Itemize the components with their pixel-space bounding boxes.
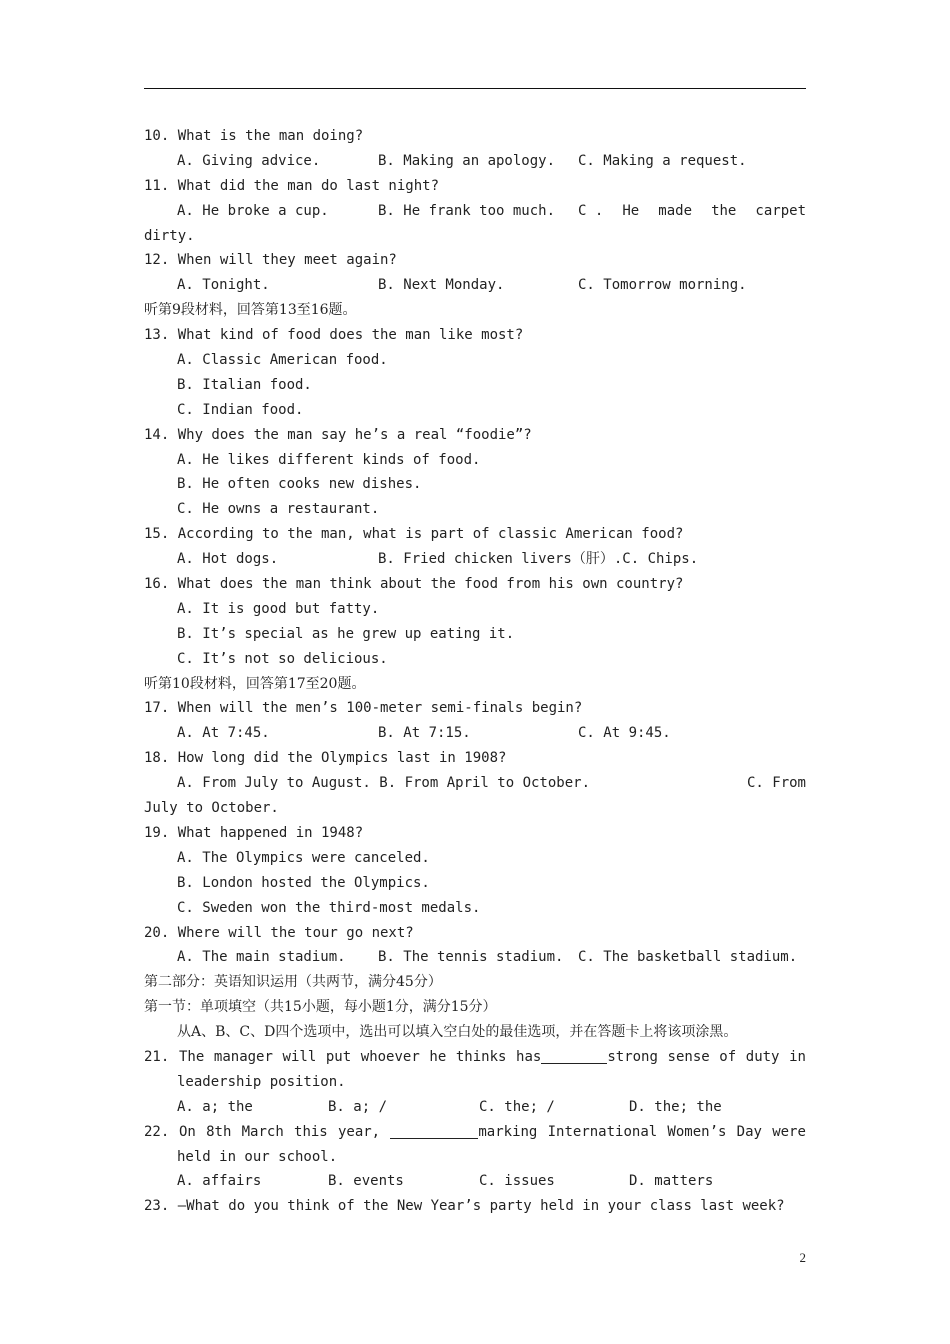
options-17	[144, 721, 806, 746]
options-12	[144, 273, 806, 298]
question-23	[144, 1194, 806, 1219]
option-d: D. matters	[629, 1173, 714, 1190]
option-c: C. Making a request.	[578, 152, 747, 169]
question-20	[144, 921, 806, 946]
option-b: B. Italian food.	[177, 376, 312, 393]
question-text: The manager will put whoever he thinks has strong sense of duty in	[179, 1048, 806, 1065]
options-20	[144, 945, 806, 970]
option-a: A. At 7:45.	[177, 725, 270, 742]
question-text-continued: leadership position.	[177, 1073, 346, 1090]
question-text: 16. What does the man think about the food from his own country?	[144, 576, 684, 593]
answer-blank	[541, 1047, 607, 1064]
option-c-continued: July to October.	[144, 800, 279, 817]
option-a: A. a; the	[177, 1098, 253, 1115]
options-15	[144, 547, 806, 572]
question-13	[144, 323, 806, 348]
question-19	[144, 821, 806, 846]
option-a: A. It is good but fatty.	[177, 600, 380, 617]
question-21	[144, 1045, 806, 1070]
option-c: C. Tomorrow morning.	[578, 277, 747, 294]
question-text: 14. Why does the man say he’s a real “foodie”?	[144, 426, 532, 443]
option-c: C. The basketball stadium.	[578, 949, 798, 966]
option-b: B. The tennis stadium.	[378, 949, 564, 966]
option-a: A. Giving advice.	[177, 152, 321, 169]
options-21	[144, 1095, 806, 1120]
option-a: A. Classic American food.	[177, 352, 388, 369]
answer-blank	[390, 1122, 478, 1139]
question-16	[144, 572, 806, 597]
option-c: C. the; /	[479, 1098, 555, 1115]
option-b-c: B. Fried chicken livers（肝）.C. Chips.	[378, 551, 699, 568]
question-22	[144, 1120, 806, 1145]
option-a: A. Hot dogs.	[177, 551, 279, 568]
option-b: B. a; /	[328, 1098, 388, 1115]
option-c: C. Sweden won the third-most medals.	[177, 899, 481, 916]
question-text: 11. What did the man do last night?	[144, 177, 440, 194]
option-c: C . He made the carpet	[578, 202, 806, 219]
question-text: 12. When will they meet again?	[144, 252, 397, 269]
option-a: A. He likes different kinds of food.	[177, 451, 481, 468]
question-17	[144, 696, 806, 721]
option-d: D. the; the	[629, 1098, 722, 1115]
question-12	[144, 248, 806, 273]
question-10	[144, 124, 806, 149]
question-number: 22.	[144, 1123, 170, 1140]
segment-9-instruction: 听第9段材料，回答第13至16题。	[144, 302, 357, 319]
option-c: C. From	[746, 775, 806, 792]
option-a: A. affairs	[177, 1173, 262, 1190]
section-1-heading: 第一节：单项填空（共15小题，每小题1分，满分15分）	[144, 999, 497, 1016]
part-2-heading: 第二部分：英语知识运用（共两节，满分45分）	[144, 974, 442, 991]
question-text: 15. According to the man, what is part of classic American food?	[144, 526, 684, 543]
section-instruction: 从A、B、C、D四个选项中，选出可以填入空白处的最佳选项，并在答题卡上将该项涂黑。	[177, 1024, 738, 1041]
option-b: B. He frank too much.	[378, 202, 556, 219]
option-b: B. Next Monday.	[378, 277, 505, 294]
options-22	[144, 1169, 806, 1194]
option-c-continued: dirty.	[144, 227, 195, 244]
question-text: On 8th March this year, marking International Women’s Day were	[179, 1123, 806, 1140]
option-b: B. Making an apology.	[378, 152, 556, 169]
option-c: C. Indian food.	[177, 401, 304, 418]
option-b: B. events	[328, 1173, 404, 1190]
option-b: B. He often cooks new dishes.	[177, 476, 422, 493]
header-rule	[144, 88, 806, 89]
option-c: C. issues	[479, 1173, 555, 1190]
question-text: 23. —What do you think of the New Year’s party held in your class last week?	[144, 1198, 785, 1215]
options-10	[144, 149, 806, 174]
question-text: 20. Where will the tour go next?	[144, 924, 414, 941]
option-b: B. At 7:15.	[378, 725, 471, 742]
question-text: 10. What is the man doing?	[144, 128, 364, 144]
option-a: A. The main stadium.	[177, 949, 346, 966]
option-a: A. He broke a cup.	[177, 202, 329, 219]
question-number: 21.	[144, 1048, 170, 1065]
options-18	[144, 771, 806, 796]
question-15	[144, 522, 806, 547]
option-c: C. He owns a restaurant.	[177, 501, 380, 518]
exam-page-content	[144, 124, 806, 1219]
option-c: C. It’s not so delicious.	[177, 650, 388, 667]
question-text: 17. When will the men’s 100-meter semi-finals begin?	[144, 700, 583, 717]
question-text: 19. What happened in 1948?	[144, 824, 364, 841]
question-text: 18. How long did the Olympics last in 1908?	[144, 750, 507, 767]
option-a: A. The Olympics were canceled.	[177, 849, 430, 866]
question-11	[144, 174, 806, 199]
question-14	[144, 423, 806, 448]
option-a: A. Tonight.	[177, 277, 270, 294]
page-number: 2	[799, 1250, 806, 1265]
question-text-continued: held in our school.	[177, 1148, 338, 1165]
options-11	[144, 199, 806, 224]
option-a-b: A. From July to August. B. From April to October.	[177, 775, 591, 792]
option-c: C. At 9:45.	[578, 725, 671, 742]
option-b: B. It’s special as he grew up eating it.	[177, 625, 515, 642]
question-text: 13. What kind of food does the man like most?	[144, 327, 524, 344]
option-b: B. London hosted the Olympics.	[177, 874, 430, 891]
question-18	[144, 746, 806, 771]
segment-10-instruction: 听第10段材料，回答第17至20题。	[144, 675, 366, 692]
